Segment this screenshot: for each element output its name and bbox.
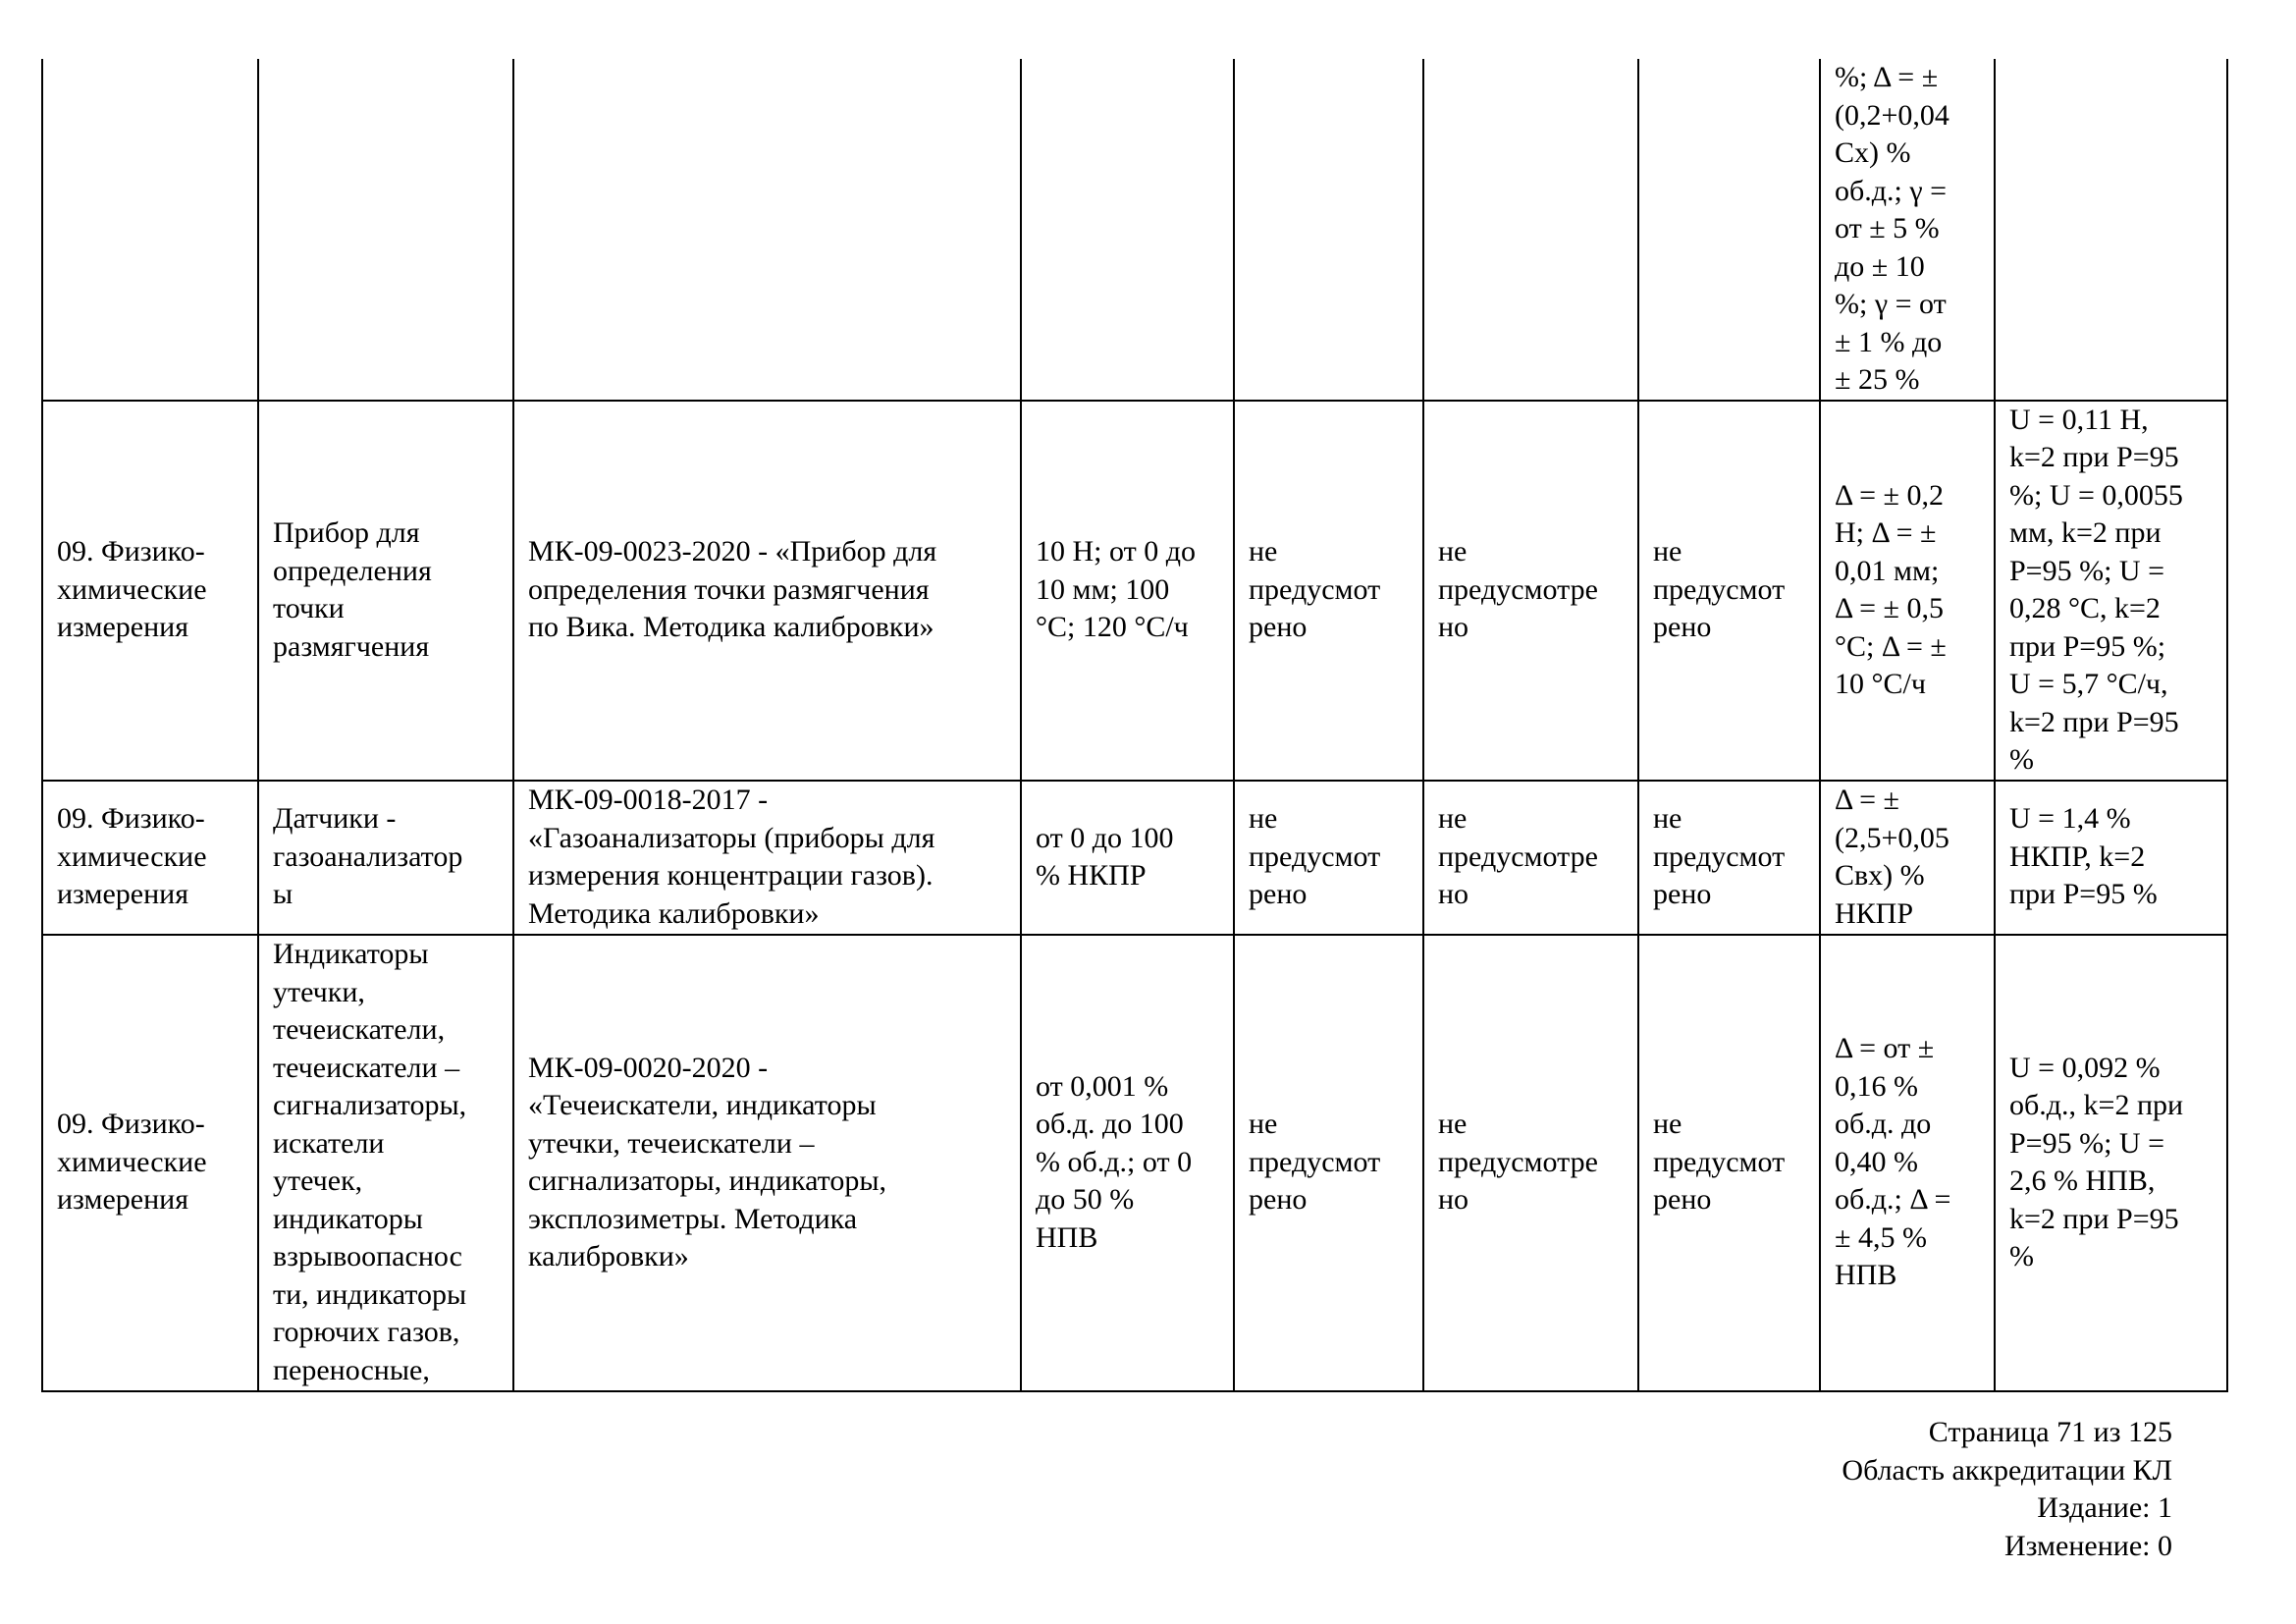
table-row (42, 935, 2227, 1391)
table-row (42, 781, 2227, 935)
page-number: Страница 71 из 125 (1928, 1416, 2172, 1448)
col7-cell: не предусмот рено (1638, 935, 1820, 1391)
col6-cell: не предусмотре но (1423, 935, 1638, 1391)
range-cell: от 0,001 % об.д. до 100 % об.д.; от 0 до 50 % НПВ (1021, 935, 1234, 1391)
accuracy-cell: %; Δ = ± (0,2+0,04 Cx) % об.д.; γ = от ± 5 % до ± 10 %; γ = от ± 1 % до ± 25 % (1820, 59, 1995, 401)
col7-cell: не предусмот рено (1638, 401, 1820, 781)
range-cell (1021, 59, 1234, 401)
field-cell: 09. Физико- химические измерения (42, 935, 258, 1391)
accuracy-cell: Δ = ± 0,2 Н; Δ = ± 0,01 мм; Δ = ± 0,5 °С; Δ = ± 10 °С/ч (1820, 401, 1995, 781)
accreditation-table (41, 59, 2228, 1392)
method-cell: МК-09-0018-2017 - «Газоанализаторы (приборы для измерения концентрации газов). Методика калибровки» (513, 781, 1021, 935)
field-cell (42, 59, 258, 401)
accuracy-cell: Δ = от ± 0,16 % об.д. до 0,40 % об.д.; Δ = ± 4,5 % НПВ (1820, 935, 1995, 1391)
accreditation-scope-label: Область аккредитации КЛ (1842, 1453, 2172, 1487)
uncertainty-cell (1995, 59, 2227, 401)
uncertainty-cell: U = 1,4 % НКПР, k=2 при P=95 % (1995, 781, 2227, 935)
table-row (42, 59, 2227, 401)
uncertainty-cell: U = 0,092 % об.д., k=2 при P=95 %; U = 2,6 % НПВ, k=2 при P=95 % (1995, 935, 2227, 1391)
accuracy-cell: Δ = ± (2,5+0,05 Cвх) % НКПР (1820, 781, 1995, 935)
method-cell (513, 59, 1021, 401)
object-cell: Индикаторы утечки, течеискатели, течеискатели – сигнализаторы, искатели утечек, индикаторы взрывоопаснос ти, индикаторы горючих газов, переносные, (258, 935, 513, 1391)
method-cell: МК-09-0023-2020 - «Прибор для определения точки размягчения по Вика. Методика калибровки» (513, 401, 1021, 781)
method-cell: МК-09-0020-2020 - «Течеискатели, индикаторы утечки, течеискатели – сигнализаторы, индикаторы, эксплозиметры. Методика калибровки» (513, 935, 1021, 1391)
edition-label: Издание: 1 (2037, 1491, 2172, 1524)
uncertainty-cell: U = 0,11 Н, k=2 при P=95 %; U = 0,0055 мм, k=2 при P=95 %; U = 0,28 °С, k=2 при P=95 %; U = 5,7 °С/ч, k=2 при P=95 % (1995, 401, 2227, 781)
object-cell: Прибор для определения точки размягчения (258, 401, 513, 781)
range-cell: 10 Н; от 0 до 10 мм; 100 °С; 120 °С/ч (1021, 401, 1234, 781)
range-cell: от 0 до 100 % НКПР (1021, 781, 1234, 935)
col5-cell (1234, 59, 1423, 401)
col6-cell (1423, 59, 1638, 401)
field-cell: 09. Физико- химические измерения (42, 781, 258, 935)
table-row (42, 401, 2227, 781)
object-cell (258, 59, 513, 401)
col7-cell: не предусмот рено (1638, 781, 1820, 935)
col5-cell: не предусмот рено (1234, 401, 1423, 781)
col7-cell (1638, 59, 1820, 401)
col5-cell: не предусмот рено (1234, 935, 1423, 1391)
col6-cell: не предусмотре но (1423, 781, 1638, 935)
object-cell: Датчики - газоанализатор ы (258, 781, 513, 935)
field-cell: 09. Физико- химические измерения (42, 401, 258, 781)
col6-cell: не предусмотре но (1423, 401, 1638, 781)
page-footer (1842, 1414, 2172, 1565)
col5-cell: не предусмот рено (1234, 781, 1423, 935)
change-label: Изменение: 0 (2003, 1529, 2172, 1562)
